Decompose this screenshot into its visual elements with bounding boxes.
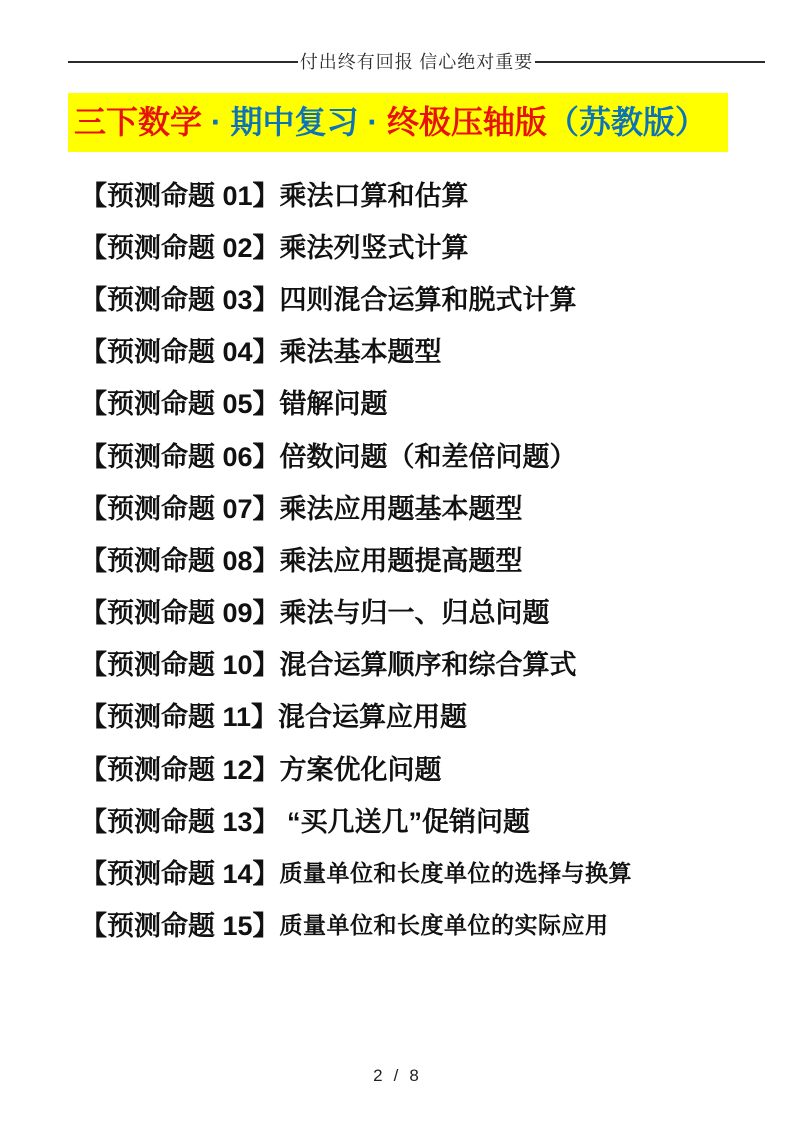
topic-list-item [80,689,763,741]
topic-item-prefix: 【预测命题 11】 [80,702,279,733]
topic-item-prefix: 【预测命题 08】 [80,545,280,576]
topic-item-text: 四则混合运算和脱式计算 [279,284,577,315]
topic-list-item [80,585,763,637]
topic-item-text: 质量单位和长度单位的实际应用 [279,912,609,939]
topic-item-text: 错解问题 [279,389,388,420]
current-page-number: 2 [373,1066,384,1085]
topic-list-item [80,480,763,532]
topic-item-text: 乘法与归一、归总问题 [279,598,550,629]
topic-item-prefix: 【预测命题 09】 [80,598,280,629]
topic-item-prefix: 【预测命题 04】 [80,337,280,368]
topic-item-prefix: 【预测命题 14】 [80,859,280,890]
topic-item-text: 质量单位和长度单位的选择与换算 [279,860,633,887]
header-rule-left [68,61,298,63]
topic-item-prefix: 【预测命题 02】 [80,232,280,263]
header-motto: 付出终有回报 信心绝对重要 [299,52,534,72]
topic-list-item [80,271,763,323]
topic-list-item [80,532,763,584]
topic-list-item [80,376,763,428]
topic-list-item [80,324,763,376]
topic-item-prefix: 【预测命题 15】 [80,911,280,942]
topic-list-item [80,167,763,219]
title-segment: · [358,104,387,140]
header-rule-right [535,61,765,63]
topic-list-item [80,428,763,480]
title-segment: 三下数学 [74,104,203,140]
topic-item-prefix: 【预测命题 06】 [80,441,280,472]
topic-item-text: 乘法口算和估算 [279,180,469,211]
page-header [68,50,765,74]
topic-list [80,167,763,950]
topic-item-text: 混合运算应用题 [278,702,468,733]
topic-list-item [80,845,763,897]
topic-item-text: 乘法应用题提高题型 [279,545,523,576]
total-pages: 8 [409,1066,420,1085]
topic-item-prefix: 【预测命题 05】 [80,389,280,420]
title-segment: · [202,104,231,140]
topic-item-text: 乘法列竖式计算 [279,232,469,263]
topic-item-prefix: 【预测命题 01】 [80,180,280,211]
topic-item-text: 乘法基本题型 [279,337,442,368]
topic-item-prefix: 【预测命题 13】 [80,806,280,837]
topic-item-prefix: 【预测命题 10】 [80,650,280,681]
title-segment: （苏教版） [546,104,707,140]
topic-list-item [80,637,763,689]
topic-item-prefix: 【预测命题 07】 [80,493,280,524]
topic-list-item [80,219,763,271]
topic-item-text: 混合运算顺序和综合算式 [279,650,577,681]
topic-item-text: “买几送几”促销问题 [279,806,531,837]
title-segment: 终极压轴版 [386,104,547,140]
topic-item-prefix: 【预测命题 03】 [80,284,280,315]
topic-list-item [80,741,763,793]
topic-item-text: 方案优化问题 [279,754,442,785]
page-footer [0,1066,793,1086]
topic-item-text: 乘法应用题基本题型 [279,493,523,524]
topic-item-prefix: 【预测命题 12】 [80,754,280,785]
topic-list-item [80,793,763,845]
topic-item-text: 倍数问题（和差倍问题） [279,441,577,472]
page-separator: / [393,1066,400,1085]
page-title [68,93,728,152]
title-segment: 期中复习 [230,104,359,140]
topic-list-item [80,898,763,950]
